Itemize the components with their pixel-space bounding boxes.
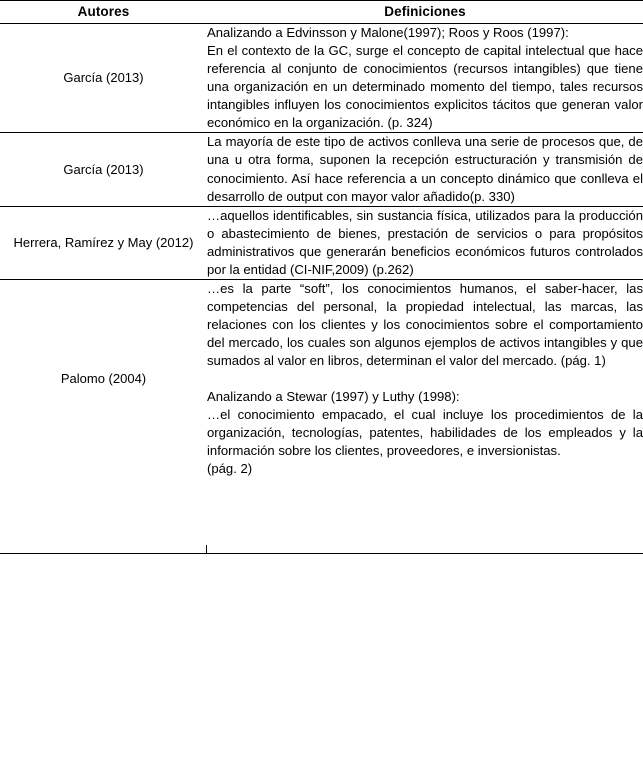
table-body xyxy=(0,24,643,479)
table-row xyxy=(0,24,643,133)
table-row xyxy=(0,279,643,478)
column-header-definiciones: Definiciones xyxy=(207,1,643,24)
table-column-divider-tick xyxy=(206,545,207,554)
definition-paragraph: …el conocimiento empacado, el cual incluye los procedimientos de la organización, tecnologías, patentes, habilidades de los empleados y la información sobre los clientes, proveedores, e inversionistas. xyxy=(207,407,643,459)
table-header-row xyxy=(0,1,643,24)
definition-paragraph: La mayoría de este tipo de activos conlleva una serie de procesos que, de una u otra forma, suponen la recepción estructuración y transmisión de conocimiento. Así hace referencia a un concepto dinámico que conlleva el desarrollo de output con mayor valor añadido(p. 330) xyxy=(207,134,643,204)
definition-paragraph: Analizando a Edvinsson y Malone(1997); Roos y Roos (1997): xyxy=(207,25,569,40)
author-cell: García (2013) xyxy=(0,24,207,133)
definition-paragraph: …aquellos identificables, sin sustancia física, utilizados para la producción o abastecimiento de bienes, prestación de servicios o para propósitos administrativos que generarán beneficios económicos futuros controlados por la entidad (CI-NIF,2009) (p.262) xyxy=(207,207,643,277)
definition-paragraph: En el contexto de la GC, surge el concepto de capital intelectual que hace referencia al conjunto de conocimientos (recursos intangibles) que tiene una organización en un determinado momento del tiempo, tales recursos intangibles influyen los conocimientos explicitos tácitos que generan valor económico en la organización. (p. 324) xyxy=(207,43,643,131)
definition-cell xyxy=(207,133,643,206)
author-cell: García (2013) xyxy=(0,133,207,206)
definition-cell xyxy=(207,279,643,478)
definition-paragraph: (pág. 2) xyxy=(207,461,253,477)
definition-cell xyxy=(207,206,643,279)
table-row xyxy=(0,206,643,279)
definition-paragraph: …es la parte “soft”, los conocimientos humanos, el saber-hacer, las competencias del personal, la propiedad intelectual, las marcas, las relaciones con los clientes y los conocimientos sobre el comportamiento del mercado, los cuales son algunos ejemplos de activos intangibles y que sumados al valor en libros, determinan el valor del mercado. (pág. 1) xyxy=(207,280,643,369)
table-bottom-rule xyxy=(0,553,643,554)
author-cell: Herrera, Ramírez y May (2012) xyxy=(0,206,207,279)
definition-paragraph: Analizando a Stewar (1997) y Luthy (1998): xyxy=(207,389,460,405)
definition-cell xyxy=(207,24,643,133)
column-header-autores: Autores xyxy=(0,1,207,24)
table-row xyxy=(0,133,643,206)
table-bottom-area xyxy=(0,479,643,556)
author-cell: Palomo (2004) xyxy=(60,371,147,387)
